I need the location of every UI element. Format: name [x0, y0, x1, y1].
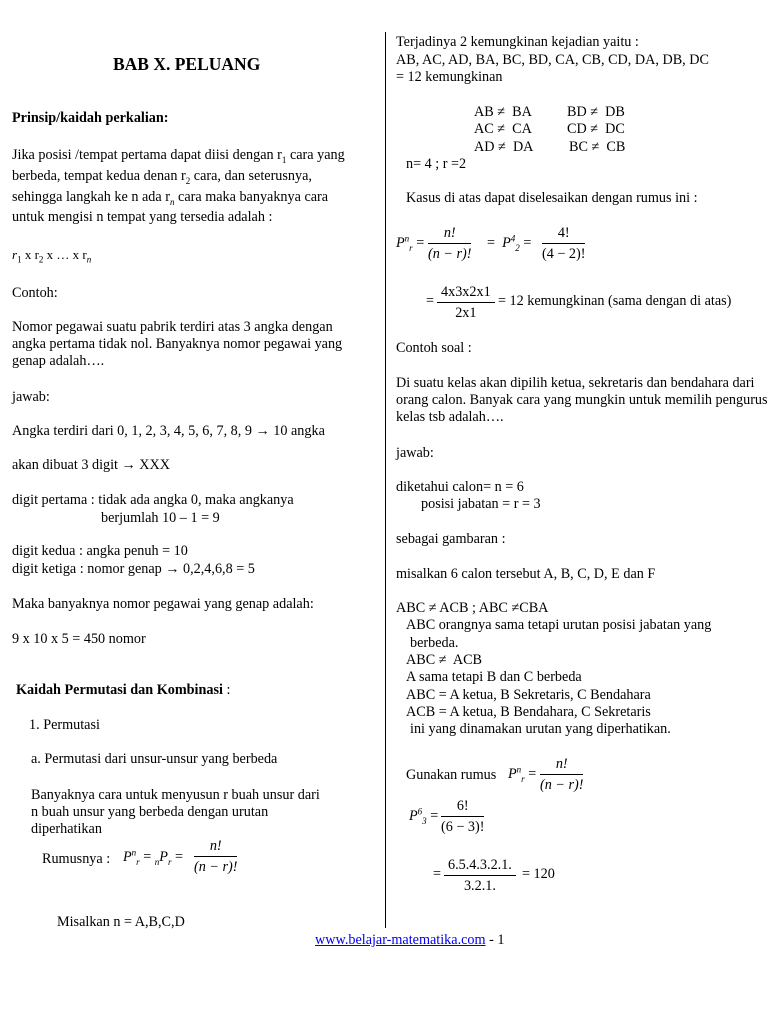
question-line: kelas tsb adalah…. — [396, 409, 504, 425]
contoh-label: Contoh: — [12, 285, 58, 301]
example-line: ABC orangnya sama tetapi urutan posisi jabatan yang — [406, 617, 712, 633]
heading-kaidah: Kaidah Permutasi dan Kombinasi : — [16, 682, 231, 698]
illustration-label: sebagai gambaran : — [396, 531, 506, 547]
formula-use-lhs: $P^n_r$ = — [508, 764, 537, 784]
contoh-soal-label: Contoh soal : — [396, 340, 472, 356]
digit-line: berjumlah 10 – 1 = 9 — [101, 510, 220, 526]
definition-line: n buah unsur yang berbeda dengan urutan — [31, 804, 269, 820]
paragraph-line: untuk mengisi n tempat yang tersedia adalah : — [12, 209, 273, 225]
rumus-label: Rumusnya : — [42, 851, 111, 867]
conclusion-line: Maka banyaknya nomor pegawai yang genap adalah: — [12, 596, 314, 612]
digit-line: digit ketiga : nomor genap → 0,2,4,6,8 = 5 — [12, 561, 255, 577]
footer — [315, 932, 504, 949]
question-line: orang calon. Banyak cara yang mungkin untuk memilih pengurus — [396, 392, 768, 408]
paragraph-line: sehingga langkah ke n ada $r_n$ cara maka banyaknya cara — [12, 189, 329, 207]
formula-use-fraction: $\frac{n!}{(n - r)!}$ — [540, 756, 584, 793]
arrow-right-icon: → — [121, 457, 136, 473]
example-line: ACB = A ketua, B Bendahara, C Sekretaris — [406, 704, 651, 720]
jawab-label: jawab: — [396, 445, 434, 461]
formula-permutation-fraction: $\frac{n!}{(n - r)!}$ — [194, 838, 238, 875]
page-title: BAB X. PELUANG — [113, 54, 261, 74]
example-line: ini yang dinamakan urutan yang diperhatikan. — [410, 721, 671, 737]
answer-line: Angka terdiri dari 0, 1, 2, 3, 4, 5, 6, 7, 8, 9 → 10 angka — [12, 423, 325, 439]
pair-row: CD ≠ DC — [567, 121, 625, 137]
column-divider — [385, 32, 386, 928]
text-line: AB, AC, AD, BA, BC, BD, CA, CB, CD, DA, DB, DC — [396, 52, 709, 68]
formula-p63: $P^6_3$ = — [409, 806, 439, 826]
definition-line: diperhatikan — [31, 821, 102, 837]
page-number: - 1 — [485, 932, 505, 948]
kasus-line: Kasus di atas dapat diselesaikan dengan rumus ini : — [406, 190, 698, 206]
text-line: Terjadinya 2 kemungkinan kejadian yaitu : — [396, 34, 639, 50]
formula-permutation-lhs: $P^n_r = _nP_r$ = — [123, 847, 184, 867]
answer-line: akan dibuat 3 digit → XXX — [12, 457, 171, 473]
pair-row: BD ≠ DB — [567, 104, 625, 120]
pair-row: AD ≠ DA — [474, 139, 534, 155]
result-line: 9 x 10 x 5 = 450 nomor — [12, 631, 146, 647]
permutasi-a-label: a. Permutasi dari unsur-unsur yang berbeda — [31, 751, 278, 767]
gunakan-label: Gunakan rumus — [406, 767, 497, 783]
formula-general-fraction: $\frac{n!}{(n - r)!}$ — [428, 225, 472, 262]
question-line: genap adalah…. — [12, 353, 105, 369]
paragraph-line: berbeda, tempat kedua denan $r_2$ cara, dan seterusnya, — [12, 168, 312, 186]
formula-p63-calc-fraction: $\frac{6.5.4.3.2.1.}{3.2.1.}$ — [444, 857, 516, 894]
arrow-right-icon: → — [255, 423, 270, 439]
formula-p42-fraction: $\frac{4!}{(4 - 2)!}$ — [542, 225, 586, 262]
example-line: A sama tetapi B dan C berbeda — [406, 669, 582, 685]
formula-p63-fraction: $\frac{6!}{(6 - 3)!}$ — [441, 798, 485, 835]
illustration-line: misalkan 6 calon tersebut A, B, C, D, E dan F — [396, 566, 656, 582]
formula-calc-fraction: $\frac{4x3x2x1}{2x1}$ — [437, 284, 495, 321]
digit-line: digit pertama : tidak ada angka 0, maka angkanya — [12, 492, 294, 508]
question-line: Nomor pegawai suatu pabrik terdiri atas 3 angka dengan — [12, 319, 333, 335]
digit-line: digit kedua : angka penuh = 10 — [12, 543, 188, 559]
jawab-label: jawab: — [12, 389, 50, 405]
permutasi-label: 1. Permutasi — [29, 717, 100, 733]
example-line: ABC ≠ ACB — [406, 652, 482, 668]
known-line: diketahui calon= n = 6 — [396, 479, 524, 495]
example-line: ABC = A ketua, B Sekretaris, C Bendahara — [406, 687, 651, 703]
pair-row: AB ≠ BA — [474, 104, 532, 120]
equals-sign: = — [426, 293, 435, 309]
heading-prinsip: Prinsip/kaidah perkalian: — [12, 110, 169, 126]
equals-sign: = — [433, 866, 442, 882]
result-line: = 12 kemungkinan (sama dengan di atas) — [498, 293, 732, 309]
definition-line: Banyaknya cara untuk menyusun r buah unsur dari — [31, 787, 320, 803]
paragraph-line: Jika posisi /tempat pertama dapat diisi dengan $r_1$ cara yang — [12, 147, 345, 165]
example-line: ABC ≠ ACB ; ABC ≠CBA — [396, 600, 549, 616]
known-line: posisi jabatan = r = 3 — [421, 496, 541, 512]
result-line: = 120 — [522, 866, 555, 882]
formula-general-lhs: $P^n_r$ = — [396, 233, 425, 253]
formula-p42: = $P^4_2$ = — [487, 233, 532, 253]
arrow-right-icon: → — [165, 561, 180, 577]
question-line: angka pertama tidak nol. Banyaknya nomor pegawai yang — [12, 336, 343, 352]
pair-row: AC ≠ CA — [474, 121, 532, 137]
question-line: Di suatu kelas akan dipilih ketua, sekretaris dan bendahara dari — [396, 375, 755, 391]
pair-row: BC ≠ CB — [569, 139, 626, 155]
example-line: berbeda. — [410, 635, 459, 651]
nr-line: n= 4 ; r =2 — [406, 156, 467, 172]
misal-line: Misalkan n = A,B,C,D — [57, 914, 185, 930]
formula-product: $r_1$ x $r_2$ x … x $r_n$ — [12, 247, 92, 265]
text-line: = 12 kemungkinan — [396, 69, 503, 85]
website-link[interactable]: www.belajar-matematika.com — [315, 932, 486, 948]
